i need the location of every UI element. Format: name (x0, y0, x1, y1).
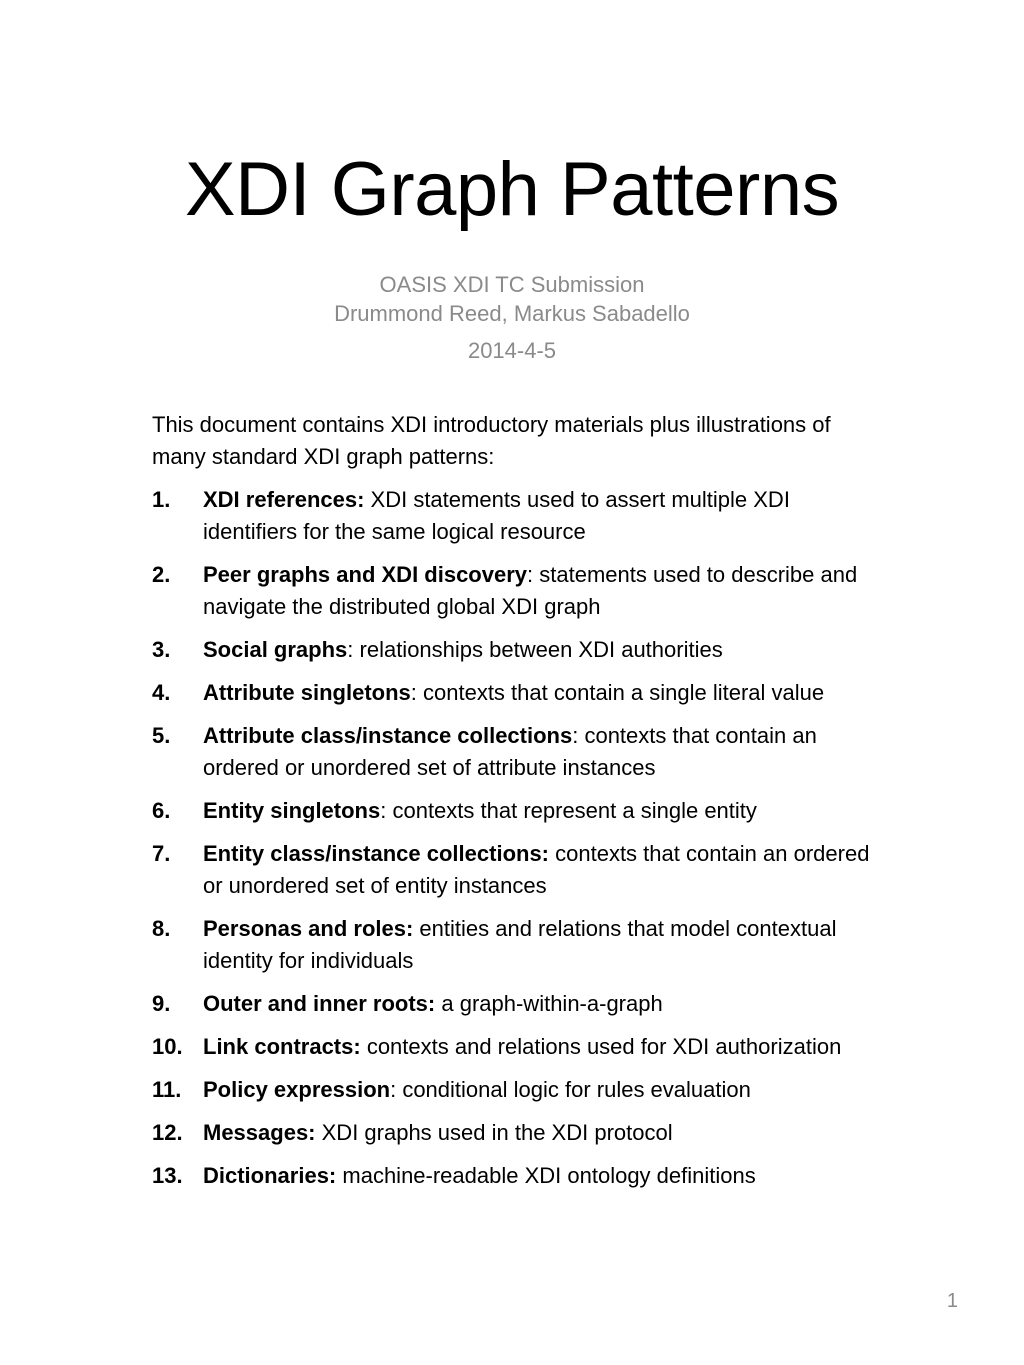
list-item (152, 795, 882, 827)
list-item-number: 5. (152, 723, 171, 748)
list-item-term: Dictionaries: (203, 1163, 337, 1188)
list-item-term: Messages: (203, 1120, 316, 1145)
list-item-term: Social graphs (203, 637, 348, 662)
list-item (152, 1117, 882, 1149)
list-item-number: 2. (152, 562, 171, 587)
list-item (152, 1074, 882, 1106)
list-item-description: XDI statements used to assert multiple XDI identifiers for the same logical resource (203, 487, 790, 544)
list-item-number: 3. (152, 637, 171, 662)
list-item-description: a graph-within-a-graph (435, 991, 663, 1016)
page-number: 1 (946, 1290, 958, 1312)
list-item (152, 988, 882, 1020)
list-item-term: Policy expression (203, 1077, 391, 1102)
list-item-description: : contexts that contain an ordered or unordered set of attribute instances (203, 723, 817, 780)
list-item-number: 6. (152, 798, 171, 823)
list-item-description: XDI graphs used in the XDI protocol (315, 1120, 673, 1145)
list-item-term: Entity class/instance collections: (203, 841, 550, 866)
list-item-number: 1. (152, 487, 171, 512)
list-item-term: Attribute singletons (203, 680, 411, 705)
list-item-number: 11. (152, 1077, 182, 1102)
list-item-description: : contexts that represent a single entity (380, 798, 757, 823)
list-item (152, 559, 882, 623)
list-item-description: contexts that contain an ordered or unordered set of entity instances (203, 841, 870, 898)
list-item-number: 12. (152, 1120, 183, 1145)
list-item-description: contexts and relations used for XDI authorization (360, 1034, 842, 1059)
list-item-number: 8. (152, 916, 171, 941)
subtitle-block (0, 270, 1024, 365)
list-item-number: 13. (152, 1163, 183, 1188)
list-item (152, 720, 882, 784)
authors-line: Drummond Reed, Markus Sabadello (334, 301, 690, 326)
date-line: 2014-4-5 (467, 338, 557, 363)
topics-list (152, 484, 882, 1203)
list-item-description: : contexts that contain a single literal value (410, 680, 825, 705)
list-item-description: : relationships between XDI authorities (347, 637, 723, 662)
list-item-term: Personas and roles: (203, 916, 414, 941)
list-item-description: machine-readable XDI ontology definitions (336, 1163, 756, 1188)
list-item (152, 484, 882, 548)
list-item-description: : statements used to describe and navigate the distributed global XDI graph (203, 562, 858, 619)
list-item-number: 4. (152, 680, 171, 705)
list-item (152, 1031, 882, 1063)
list-item (152, 677, 882, 709)
list-item-term: Outer and inner roots: (203, 991, 436, 1016)
list-item-term: Peer graphs and XDI discovery (203, 562, 528, 587)
list-item-description: : conditional logic for rules evaluation (390, 1077, 751, 1102)
list-item-term: Link contracts: (203, 1034, 361, 1059)
list-item-description: entities and relations that model contextual identity for individuals (203, 916, 837, 973)
list-item-term: Attribute class/instance collections (203, 723, 573, 748)
list-item (152, 838, 882, 902)
page-title: XDI Graph Patterns (184, 147, 840, 232)
list-item-term: Entity singletons (203, 798, 381, 823)
intro-paragraph: This document contains XDI introductory materials plus illustrations of many standard XDI graph patterns: (152, 412, 831, 469)
list-item (152, 913, 882, 977)
list-item-term: XDI references: (203, 487, 365, 512)
list-item-number: 7. (152, 841, 171, 866)
list-item-number: 10. (152, 1034, 183, 1059)
list-item (152, 634, 882, 666)
list-item (152, 1160, 882, 1192)
list-item-number: 9. (152, 991, 171, 1016)
submission-line: OASIS XDI TC Submission (379, 272, 645, 297)
